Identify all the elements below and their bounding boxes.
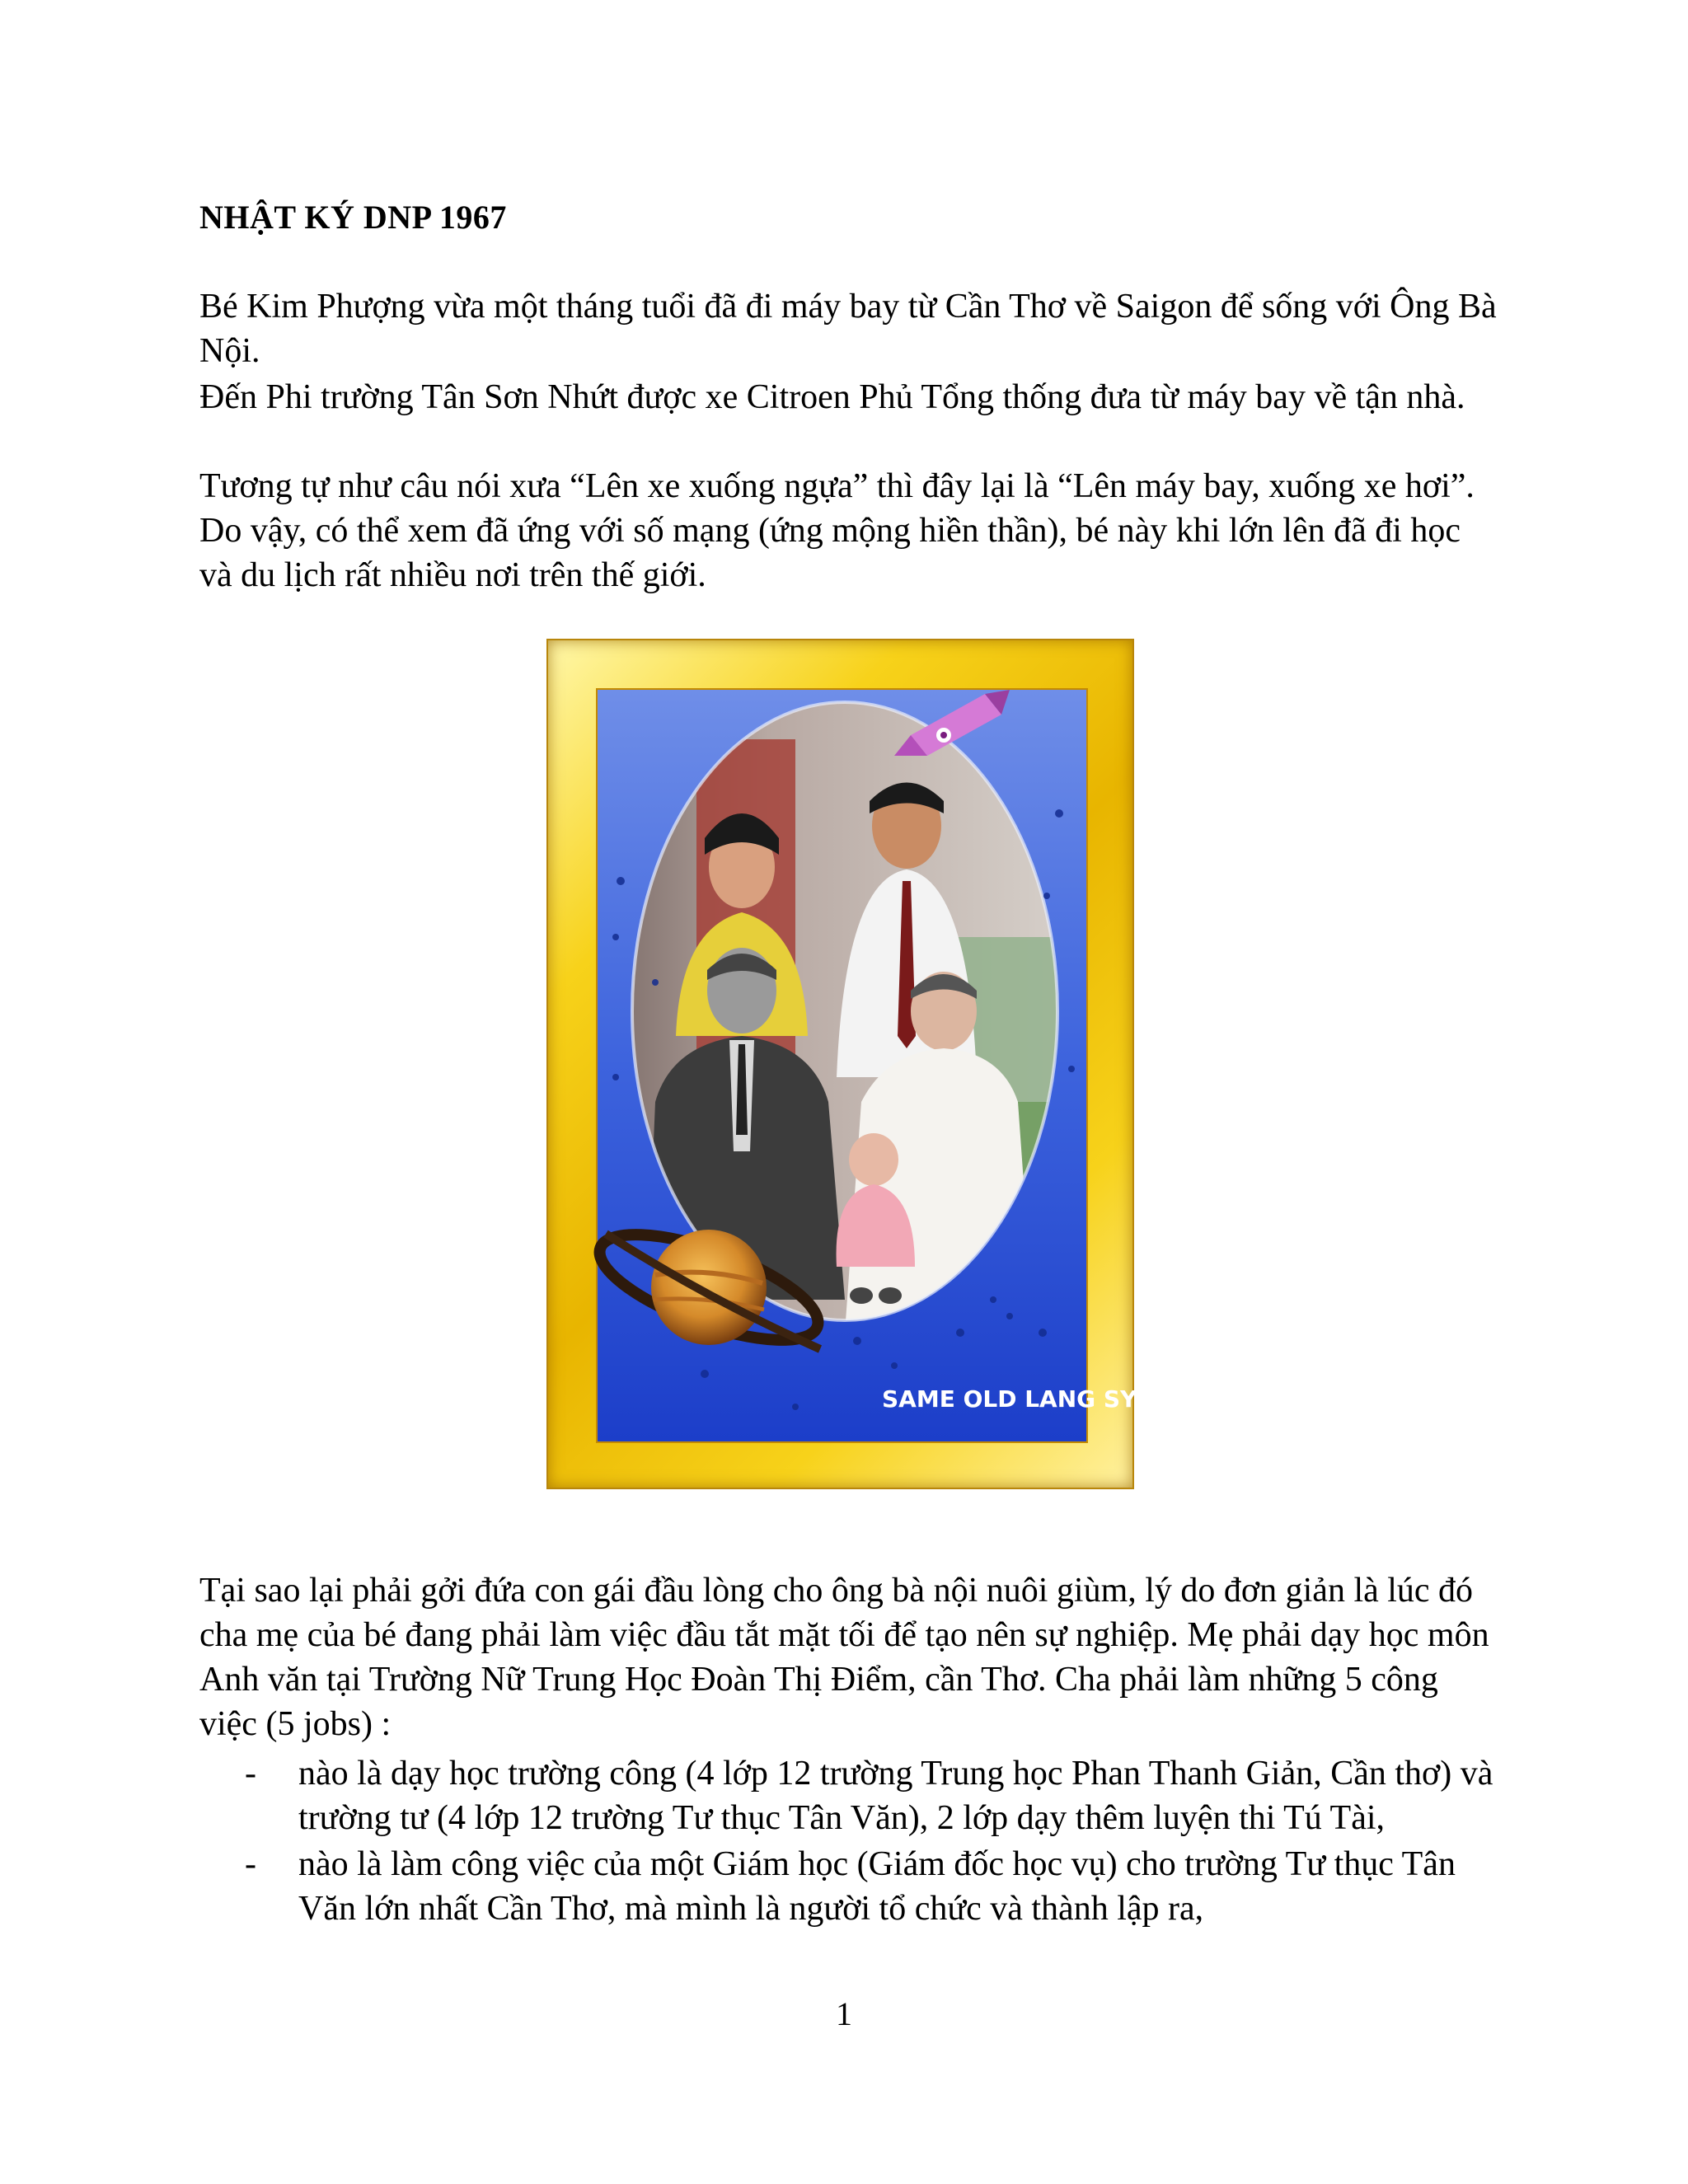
page-number: 1 (836, 1995, 852, 2032)
document-title: NHẬT KÝ DNP 1967 (199, 199, 507, 236)
family-photo-illustration (598, 690, 1156, 1441)
paragraph-1: Bé Kim Phượng vừa một tháng tuổi đã đi máy bay từ Cần Thơ về Saigon để sống với Ông Bà Nội. (199, 288, 1497, 370)
list-marker: - (245, 1845, 256, 1883)
family-photo-frame (546, 639, 1156, 1489)
list-item (199, 1842, 1502, 1931)
jobs-list (199, 1751, 1502, 1933)
paragraph-2: Đến Phi trường Tân Sơn Nhứt được xe Citroen Phủ Tổng thống đưa từ máy bay về tận nhà. (199, 378, 1465, 416)
list-item (199, 1751, 1502, 1840)
paragraph-4: Tại sao lại phải gởi đứa con gái đầu lòng cho ông bà nội nuôi giùm, lý do đơn giản là lúc đó cha mẹ của bé đang phải làm việc đầu tắt mặt tối để tạo nên sự nghiệp. Mẹ phải dạy học môn Anh văn tại Trường Nữ Trung Học Đoàn Thị Điểm, cần Thơ. Cha phải làm những 5 công việc (5 jobs) : (199, 1572, 1489, 1743)
list-marker: - (245, 1755, 256, 1793)
family-photo (596, 688, 1156, 1443)
paragraph-3: Tương tự như câu nói xưa “Lên xe xuống ngựa” thì đây lại là “Lên máy bay, xuống xe hơi”. Do vậy, có thể xem đã ứng với số mạng (ứng mộng hiền thần), bé này khi lớn lên đã đi học và du lịch rất nhiều nơi trên thế giới. (199, 467, 1475, 594)
photo-caption: SAME OLD LANG SYN (882, 1385, 1156, 1413)
list-item-text: nào là làm công việc của một Giám học (Giám đốc học vụ) cho trường Tư thục Tân Văn lớn nhất Cần Thơ, mà mình là người tổ chức và thành lập ra, (298, 1845, 1456, 1928)
list-item-text: nào là dạy học trường công (4 lớp 12 trường Trung học Phan Thanh Giản, Cần thơ) và trường tư (4 lớp 12 trường Tư thục Tân Văn), 2 lớp dạy thêm luyện thi Tú Tài, (298, 1755, 1493, 1837)
